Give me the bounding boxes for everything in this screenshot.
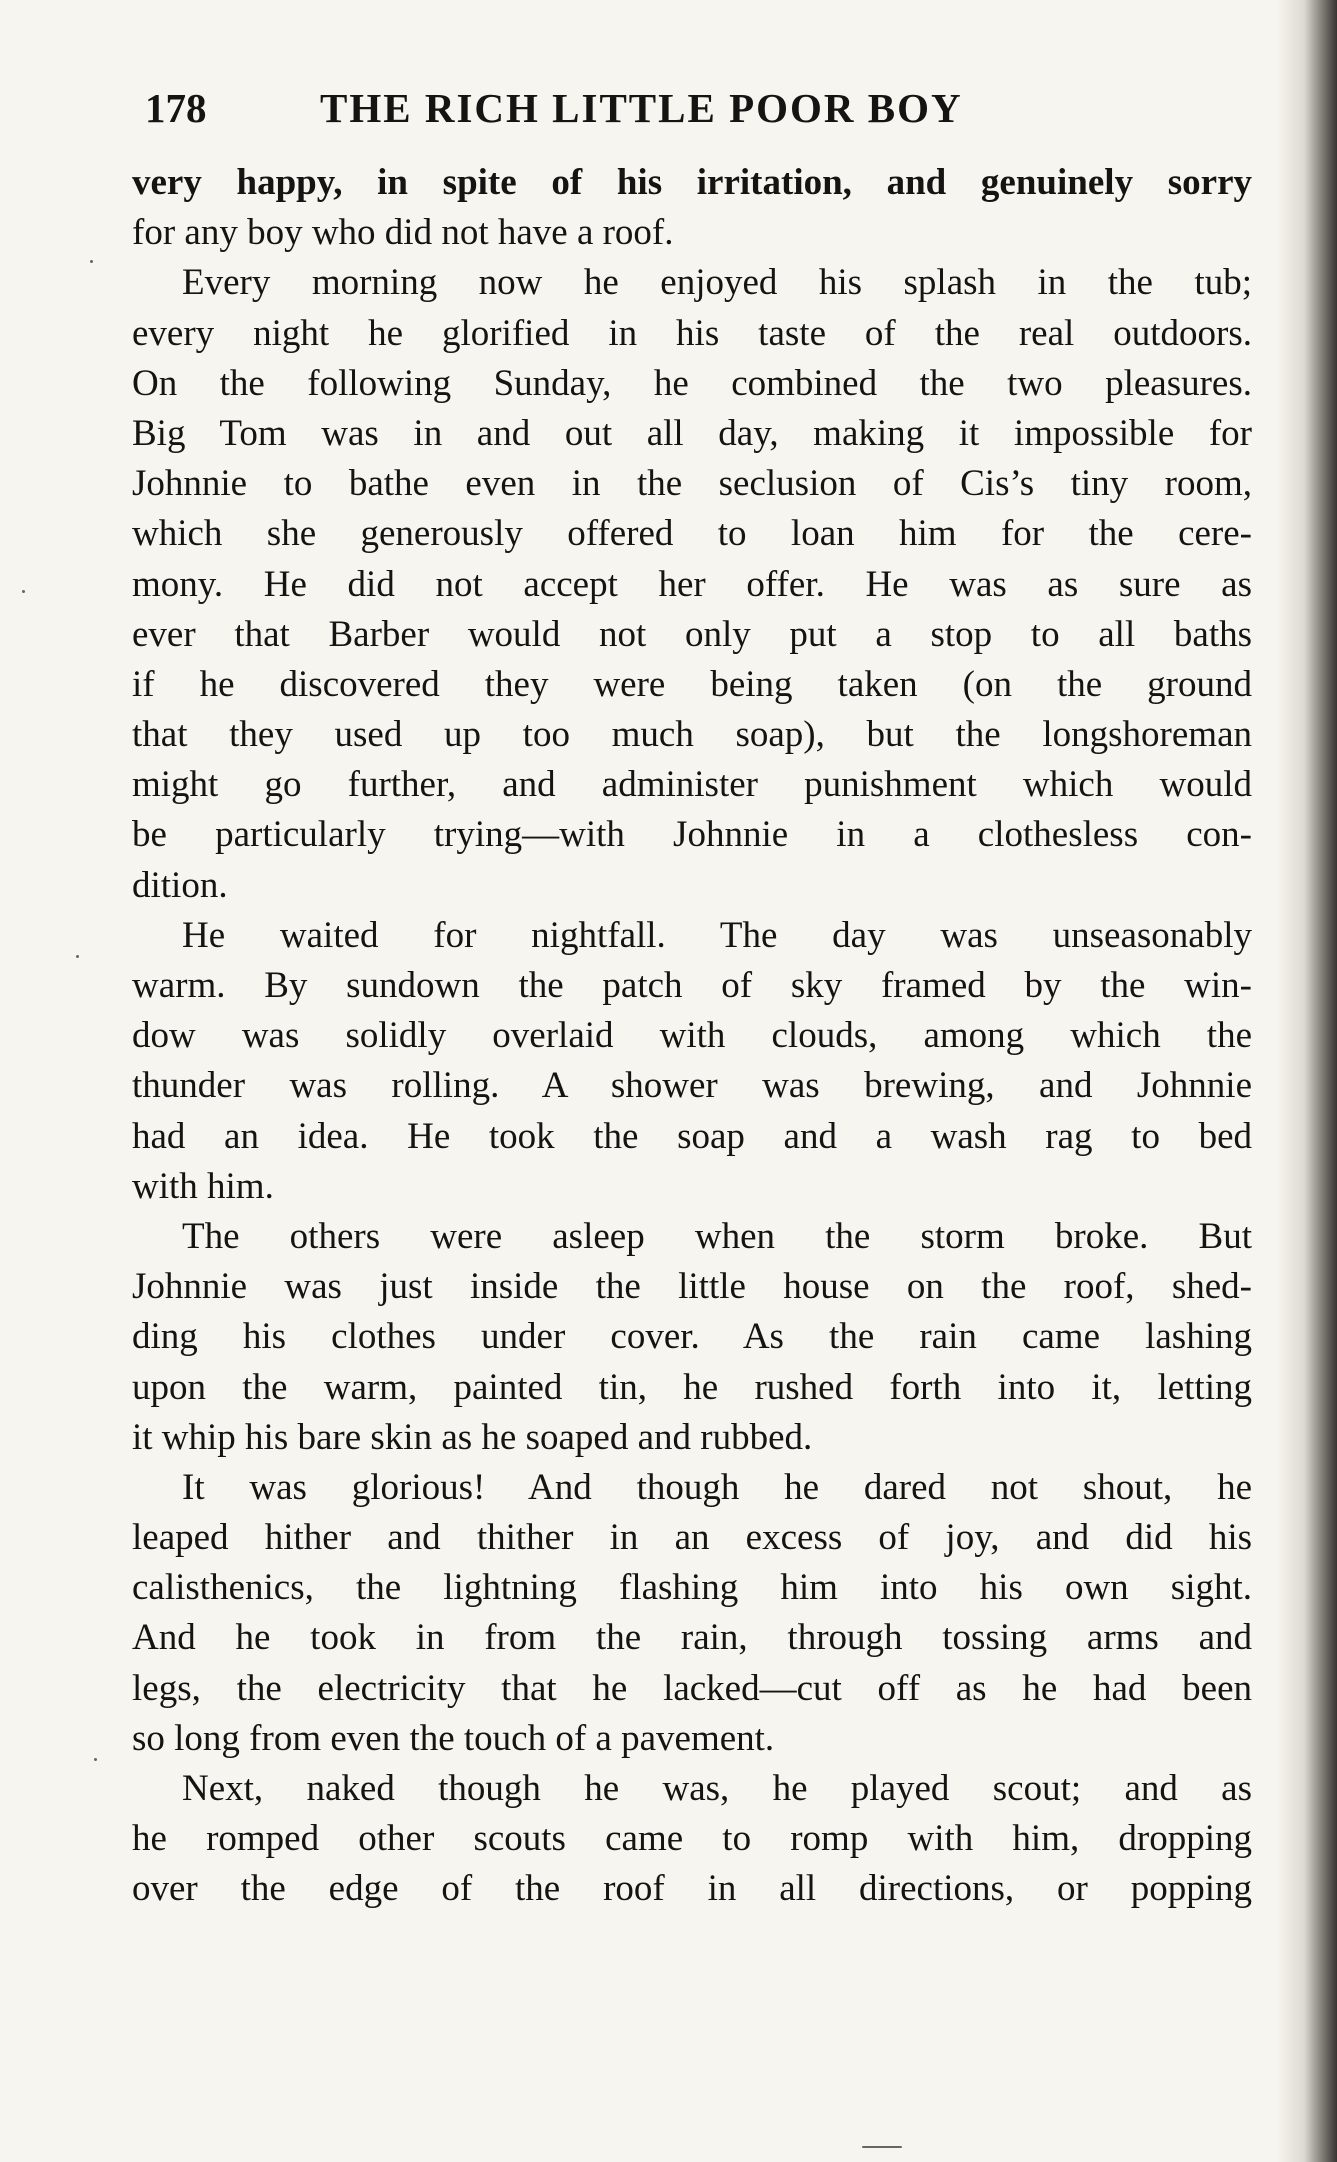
- text-line: every night he glorified in his taste of the real outdoors.: [132, 312, 1252, 354]
- text-line: he romped other scouts came to romp with him, dropping: [132, 1818, 1252, 1860]
- text-line: leaped hither and thither in an excess of joy, and did his: [132, 1517, 1252, 1559]
- text-line: warm. By sundown the patch of sky framed by the win-: [132, 965, 1252, 1006]
- text-line: that they used up too much soap), but the longshoreman: [132, 714, 1252, 756]
- text-line: for any boy who did not have a roof.: [132, 212, 674, 254]
- text-line: over the edge of the roof in all directions, or popping: [132, 1868, 1252, 1910]
- text-line: it whip his bare skin as he soaped and rubbed.: [132, 1416, 813, 1458]
- print-speck: [22, 590, 25, 593]
- page-header: [145, 78, 1235, 138]
- text-line: Big Tom was in and out all day, making it impossible for: [132, 412, 1252, 454]
- body-text: [132, 158, 1252, 1915]
- text-line: upon the warm, painted tin, he rushed forth into it, letting: [132, 1366, 1252, 1408]
- text-line: It was glorious! And though he dared not shout, he: [182, 1466, 1252, 1508]
- text-line: so long from even the touch of a pavement.: [132, 1717, 775, 1759]
- text-line: Every morning now he enjoyed his splash in the tub;: [182, 262, 1252, 304]
- text-line: On the following Sunday, he combined the two pleasures.: [132, 362, 1252, 404]
- print-speck: [90, 260, 93, 263]
- text-line: And he took in from the rain, through tossing arms and: [132, 1617, 1252, 1659]
- text-line: be particularly trying—with Johnnie in a clothesless con-: [132, 814, 1252, 856]
- text-line: very happy, in spite of his irritation, and genuinely sorry: [132, 162, 1252, 203]
- text-line: mony. He did not accept her offer. He was as sure as: [132, 563, 1252, 605]
- running-title: THE RICH LITTLE POOR BOY: [320, 85, 963, 131]
- text-line: had an idea. He took the soap and a wash rag to bed: [132, 1115, 1252, 1157]
- text-line: with him.: [132, 1165, 274, 1207]
- page-number: 178: [145, 85, 207, 131]
- text-line: The others were asleep when the storm broke. But: [182, 1215, 1252, 1257]
- text-line: thunder was rolling. A shower was brewing, and Johnnie: [132, 1065, 1252, 1107]
- text-line: calisthenics, the lightning flashing him into his own sight.: [132, 1567, 1252, 1609]
- text-line: Johnnie to bathe even in the seclusion of Cis’s tiny room,: [132, 463, 1252, 505]
- print-speck: [862, 2146, 902, 2148]
- text-line: which she generously offered to loan him for the cere-: [132, 513, 1252, 555]
- print-speck: [94, 1758, 97, 1761]
- text-line: dition.: [132, 864, 228, 906]
- text-line: ding his clothes under cover. As the rain came lashing: [132, 1316, 1252, 1358]
- text-line: He waited for nightfall. The day was unseasonably: [182, 914, 1252, 956]
- print-speck: [76, 955, 79, 958]
- text-line: dow was solidly overlaid with clouds, among which the: [132, 1015, 1252, 1057]
- text-line: Johnnie was just inside the little house on the roof, shed-: [132, 1266, 1252, 1308]
- text-line: if he discovered they were being taken (on the ground: [132, 663, 1252, 705]
- text-line: ever that Barber would not only put a stop to all baths: [132, 613, 1252, 655]
- text-line: Next, naked though he was, he played scout; and as: [182, 1768, 1252, 1809]
- page-binding-shadow: [1277, 0, 1337, 2162]
- text-line: legs, the electricity that he lacked—cut off as he had been: [132, 1667, 1252, 1709]
- text-line: might go further, and administer punishment which would: [132, 764, 1252, 806]
